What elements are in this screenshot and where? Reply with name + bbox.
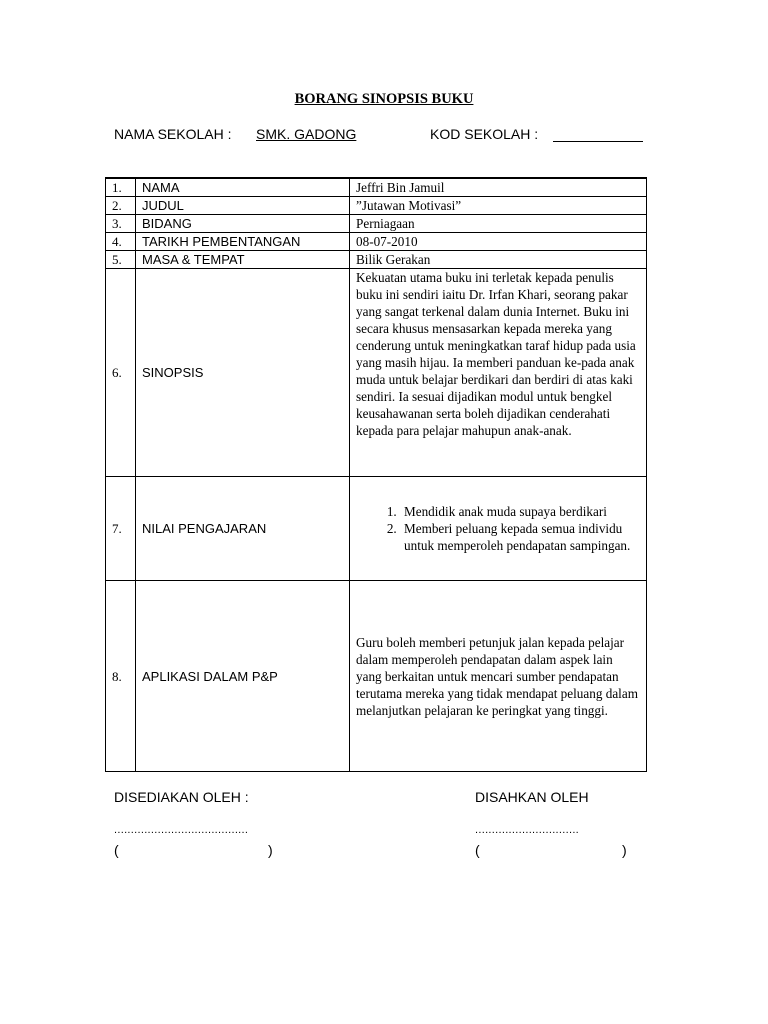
table-row xyxy=(106,178,647,197)
row-number: 6. xyxy=(106,269,136,477)
row-number: 2. xyxy=(106,197,136,215)
table-row xyxy=(106,197,647,215)
school-name-value: SMK. GADONG xyxy=(256,126,357,142)
row-field: NAMA xyxy=(136,178,350,197)
row-value: Bilik Gerakan xyxy=(350,251,647,269)
row-number: 4. xyxy=(106,233,136,251)
synopsis-table xyxy=(105,177,647,772)
row-value: Jeffri Bin Jamuil xyxy=(350,178,647,197)
row-number: 3. xyxy=(106,215,136,233)
row-number: 1. xyxy=(106,178,136,197)
row-number: 7. xyxy=(106,477,136,581)
values-list xyxy=(356,503,640,554)
table-row xyxy=(106,477,647,581)
table-row xyxy=(106,233,647,251)
synopsis-text: Kekuatan utama buku ini terletak kepada penulis buku ini sendiri iaitu Dr. Irfan Khari, seorang pakar yang sangat terkenal dalam dunia Internet. Buku ini secara khusus mensasarkan kepada mereka yang cenderung untuk meningkatkan taraf hidup pada usia yang masih hijau. Ia memberi panduan ke-pada anak muda untuk belajar berdikari dan berdiri di atas kaki sendiri. Ia sesuai dijadikan modul untuk bengkel keusahawanan serta boleh dijadikan cenderahati kepada para pelajar mahupun anak-anak. xyxy=(350,269,647,477)
row-field: MASA & TEMPAT xyxy=(136,251,350,269)
row-value: ”Jutawan Motivasi” xyxy=(350,197,647,215)
approved-by-label: DISAHKAN OLEH xyxy=(475,789,589,805)
prepared-by-label: DISEDIAKAN OLEH : xyxy=(114,789,249,805)
school-name-label: NAMA SEKOLAH : xyxy=(114,126,232,142)
table-row xyxy=(106,269,647,477)
table-row xyxy=(106,215,647,233)
row-value: 08-07-2010 xyxy=(350,233,647,251)
approved-name-open-paren: ( xyxy=(475,842,480,858)
application-text: Guru boleh memberi petunjuk jalan kepada pelajar dalam memperoleh pendapatan dalam aspek lain yang berkaitan untuk mencari sumber pendapatan terutama mereka yang tidak mendapat peluang dalam melanjutkan pelajaran ke peringkat yang tinggi. xyxy=(350,581,647,772)
row-field: TARIKH PEMBENTANGAN xyxy=(136,233,350,251)
values-list-cell xyxy=(350,477,647,581)
table-row xyxy=(106,581,647,772)
list-item: 1. Mendidik anak muda supaya berdikari xyxy=(400,503,640,520)
approved-signature-line: ............................... xyxy=(475,824,580,836)
row-number: 5. xyxy=(106,251,136,269)
approved-name-close-paren: ) xyxy=(622,842,627,858)
row-field: BIDANG xyxy=(136,215,350,233)
prepared-name-open-paren: ( xyxy=(114,842,119,858)
row-field: APLIKASI DALAM P&P xyxy=(136,581,350,772)
row-field: NILAI PENGAJARAN xyxy=(136,477,350,581)
row-field: JUDUL xyxy=(136,197,350,215)
list-item: 2. Memberi peluang kepada semua individu untuk memperoleh pendapatan sampingan. xyxy=(400,520,640,554)
school-code-blank-line xyxy=(553,141,643,142)
row-number: 8. xyxy=(106,581,136,772)
table-row xyxy=(106,251,647,269)
row-field: SINOPSIS xyxy=(136,269,350,477)
row-value: Perniagaan xyxy=(350,215,647,233)
school-code-label: KOD SEKOLAH : xyxy=(430,126,539,142)
prepared-signature-line: ........................................ xyxy=(114,824,249,836)
form-title: BORANG SINOPSIS BUKU xyxy=(294,91,474,107)
prepared-name-close-paren: ) xyxy=(268,842,273,858)
